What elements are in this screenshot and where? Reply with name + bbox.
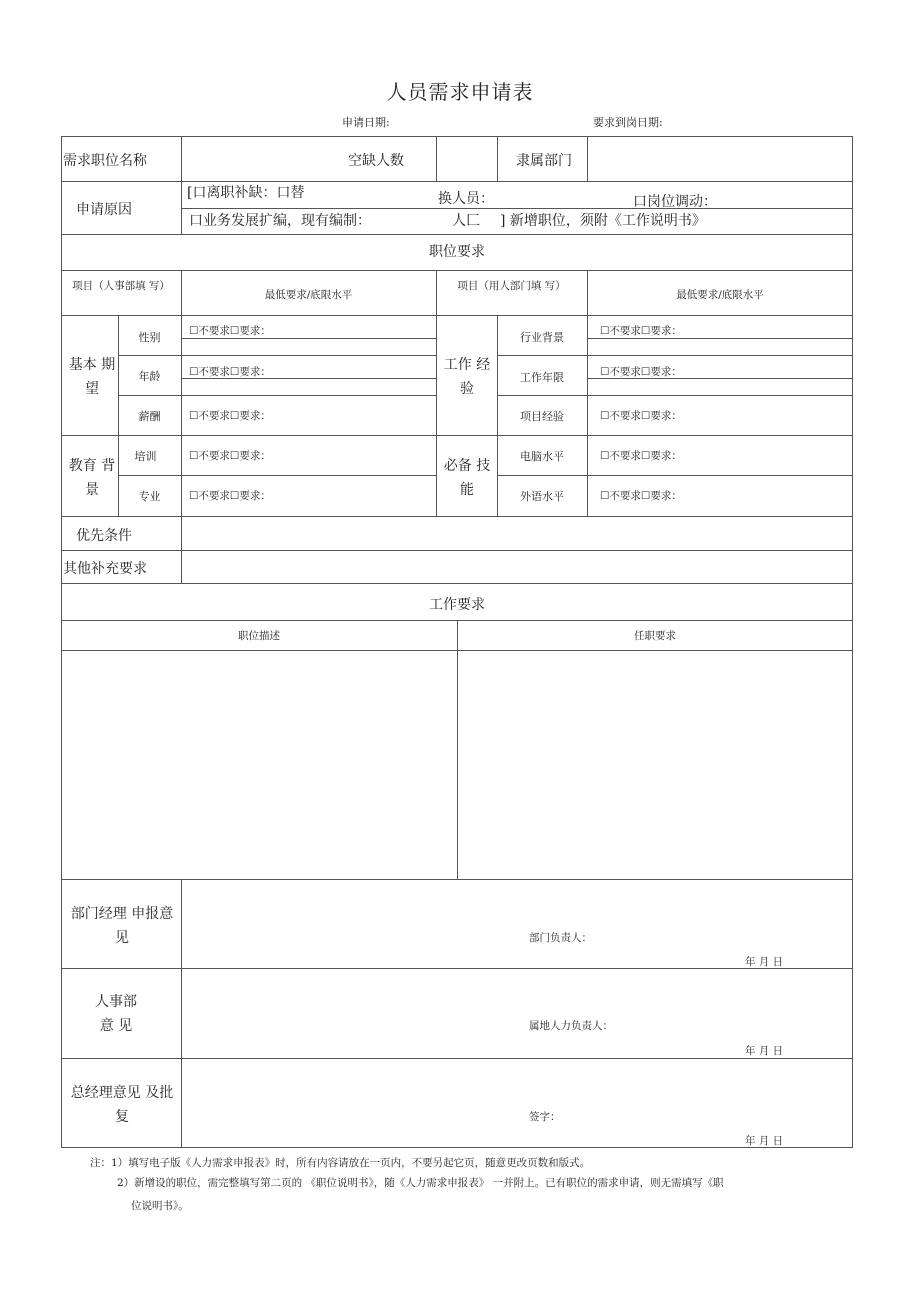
dept-signer-label: 部门负责人： <box>529 932 592 944</box>
qualification-field[interactable] <box>460 653 849 876</box>
col-item-dept: 项目（用人部门填 写） <box>457 280 566 292</box>
gm-date-label: 年 月 日 <box>745 1135 784 1147</box>
apply-date-label: 申请日期: <box>342 116 390 129</box>
age-checkbox[interactable]: ☐不要求☐要求： <box>189 366 271 378</box>
skills-label: 必备 技能 <box>443 458 491 498</box>
education-label: 教育 背景 <box>68 458 116 498</box>
job-desc-header: 职位描述 <box>238 630 280 642</box>
gm-opinion-label: 总经理意见 及批复 <box>70 1085 174 1125</box>
reason-expand-option[interactable]: 口业务发展扩编，现有编制： <box>189 213 371 229</box>
major-checkbox[interactable]: ☐不要求☐要求： <box>189 490 271 502</box>
computer-level-label: 电脑水平 <box>520 450 564 463</box>
age-label: 年龄 <box>138 370 161 383</box>
position-name-label: 需求职位名称 <box>63 153 147 169</box>
reason-resign-option[interactable]: [口离职补缺：口替 <box>187 185 305 201</box>
hr-date-label: 年 月 日 <box>745 1045 784 1057</box>
other-req-field[interactable] <box>185 553 849 580</box>
salary-label: 薪酬 <box>138 410 161 423</box>
industry-checkbox[interactable]: ☐不要求☐要求： <box>600 325 682 337</box>
dept-manager-opinion-label: 部门经理 申报意见 <box>70 906 174 946</box>
position-req-heading: 职位要求 <box>429 244 485 260</box>
basic-expectation-label: 基本 期望 <box>68 357 116 397</box>
reason-new-option[interactable]: ] 新增职位，须附《工作说明书》 <box>500 213 706 229</box>
department-label: 隶属部门 <box>516 153 572 169</box>
training-checkbox[interactable]: ☐不要求☐要求： <box>189 450 271 462</box>
work-years-checkbox[interactable]: ☐不要求☐要求： <box>600 366 682 378</box>
reason-people-text: 人匚 <box>452 213 480 229</box>
major-label: 专业 <box>138 490 161 503</box>
language-level-checkbox[interactable]: ☐不要求☐要求： <box>600 490 682 502</box>
vacancy-field[interactable] <box>439 140 494 178</box>
training-label: 培训 <box>134 450 157 463</box>
col-min-right: 最低要求/底限水平 <box>676 289 764 301</box>
qualification-header: 任职要求 <box>634 630 676 642</box>
language-level-label: 外语水平 <box>520 490 564 503</box>
gm-signer-label: 签字： <box>529 1111 561 1123</box>
work-experience-label: 工作 经验 <box>443 357 491 397</box>
note-2: 2）新增设的职位，需完整填写第二页的 《职位说明书》，随《人力需求申报表》 一并附上。已有职位的需求申请，则无需填写《职 <box>117 1177 724 1189</box>
computer-level-checkbox[interactable]: ☐不要求☐要求： <box>600 450 682 462</box>
vacancy-label: 空缺人数 <box>348 153 404 169</box>
work-req-heading: 工作要求 <box>429 597 485 613</box>
reason-label: 申请原因 <box>76 202 132 218</box>
salary-checkbox[interactable]: ☐不要求☐要求： <box>189 410 271 422</box>
department-field[interactable] <box>591 140 849 178</box>
reason-transfer-option[interactable]: 口岗位调动： <box>633 194 717 210</box>
gender-label: 性别 <box>138 331 161 344</box>
dept-date-label: 年 月 日 <box>745 956 784 968</box>
job-desc-field[interactable] <box>64 653 454 876</box>
note-1: 注：1）填写电子版《人力需求申报表》时，所有内容请放在一页内，不要另起它页，随意更改页数和版式。 <box>90 1157 591 1169</box>
project-exp-label: 项目经验 <box>520 410 564 423</box>
hr-signer-label: 属地人力负责人： <box>529 1020 613 1032</box>
note-2-cont: 位说明书》。 <box>131 1200 189 1212</box>
gender-checkbox[interactable]: ☐不要求☐要求： <box>189 325 271 337</box>
reason-replace-text: 换人员： <box>438 191 494 207</box>
project-exp-checkbox[interactable]: ☐不要求☐要求： <box>600 410 682 422</box>
arrival-date-label: 要求到岗日期: <box>593 116 663 129</box>
priority-field[interactable] <box>185 519 849 547</box>
form-title: 人员需求申请表 <box>386 80 534 104</box>
col-min-left: 最低要求/底限水平 <box>264 289 353 301</box>
priority-label: 优先条件 <box>76 528 132 544</box>
other-req-label: 其他补充要求 <box>63 561 147 577</box>
industry-label: 行业背景 <box>520 331 564 344</box>
hr-opinion-label: 人事部 意 见 <box>95 994 137 1034</box>
col-item-hr: 项目（人事部填 写） <box>72 280 170 292</box>
work-years-label: 工作年限 <box>520 371 564 384</box>
